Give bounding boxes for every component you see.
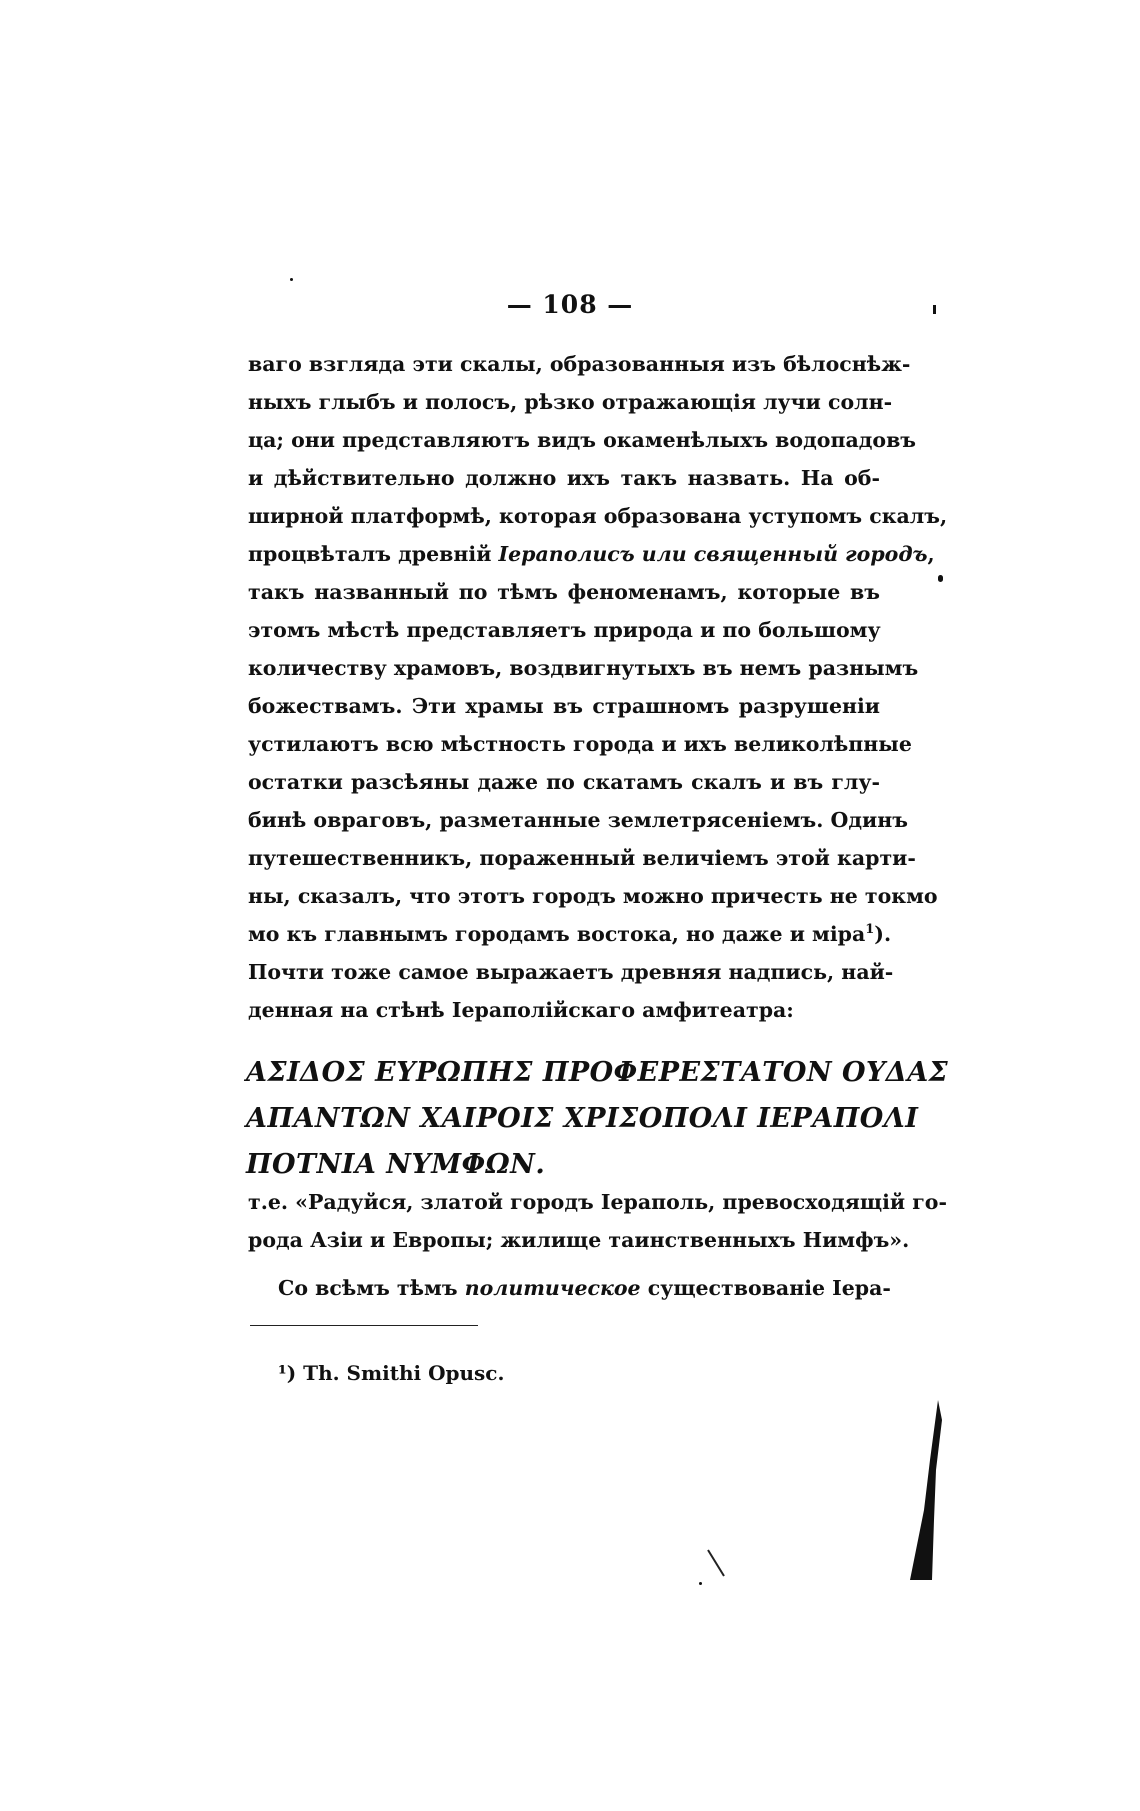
italic-phrase: священный городъ [693,542,928,566]
italic-word: политическое [464,1276,641,1300]
italic-place-name: Іераполисъ [498,542,635,566]
text-line: ширной платформѣ, которая образована уступомъ скалъ, [248,504,948,528]
scan-dot [699,1582,702,1585]
text-line: устилаютъ всю мѣстность города и ихъ великолѣпные [248,732,912,756]
text-line: количеству храмовъ, воздвигнутыхъ въ немъ разнымъ [248,656,919,680]
text-run: , [927,542,935,566]
text-line [248,535,935,573]
text-line: остатки разсѣяны даже по скатамъ скалъ и въ глу- [248,770,880,794]
translation-line: рода Азіи и Европы; жилище таинственныхъ Нимфъ». [248,1228,910,1252]
text-run: существованіе Іера- [640,1276,891,1300]
text-line: ныхъ глыбъ и полосъ, рѣзко отражающія лучи солн- [248,390,893,414]
text-line: этомъ мѣстѣ представляетъ природа и по большому [248,618,881,642]
footnote-rule [250,1325,478,1326]
closing-line [248,1269,891,1307]
ink-stroke-icon [906,1400,946,1580]
text-line: ваго взгляда эти скалы, образованныя изъ бѣлоснѣж- [248,352,911,376]
text-line: Почти тоже самое выражаетъ древняя надпись, най- [248,960,894,984]
footnote: ¹) Th. Smithi Opusc. [278,1361,505,1385]
text-line: путешественникъ, пораженный величіемъ этой карти- [248,846,916,870]
translation-block [248,1183,947,1307]
text-line: ны, сказалъ, что этотъ городъ можно причесть не токмо [248,884,938,908]
text-line: и дѣйствительно должно ихъ такъ назвать. На об- [248,466,880,490]
scan-stroke-icon [706,1548,726,1578]
text-line [248,915,892,953]
text-line: божествамъ. Эти храмы въ страшномъ разрушеніи [248,694,880,718]
translation-line: т.е. «Радуйся, златой городъ Іераполь, превосходящій го- [248,1190,947,1214]
text-line: ца; они представляютъ видъ окаменѣлыхъ водопадовъ [248,428,917,452]
footnote-ref: 1 [865,922,875,938]
greek-line: ΑΠΑΝΤΩΝ ΧΑΙΡΟΙΣ ΧΡΙΣΟΠΟΛΙ ΙΕΡΑΠΟΛΙ [246,1103,919,1134]
scan-dot [290,278,293,281]
page-number: — 108 — [506,290,634,319]
text-run: Со всѣмъ тѣмъ [278,1276,465,1300]
scan-dot [938,575,943,582]
greek-inscription [246,1050,949,1188]
text-line: денная на стѣнѣ Іераполійскаго амфитеатра: [248,998,794,1022]
text-run: ). [874,922,892,946]
text-run: или [634,542,694,566]
text-run: мо къ главнымъ городамъ востока, но даже и міра [248,922,866,946]
text-line: бинѣ овраговъ, разметанные землетрясеніемъ. Одинъ [248,808,908,832]
greek-line: ΠΟΤΝΙΑ ΝΥΜΦΩΝ. [246,1149,546,1180]
text-run: процвѣталъ древній [248,542,499,566]
scan-dot [933,305,936,314]
greek-line: ΑΣΙΔΟΣ ΕΥΡΩΠΗΣ ΠΡΟΦΕΡΕΣΤΑΤΟΝ ΟΥΔΑΣ [246,1057,949,1088]
main-paragraph [248,345,948,1029]
text-line: такъ названный по тѣмъ феноменамъ, которые въ [248,580,880,604]
